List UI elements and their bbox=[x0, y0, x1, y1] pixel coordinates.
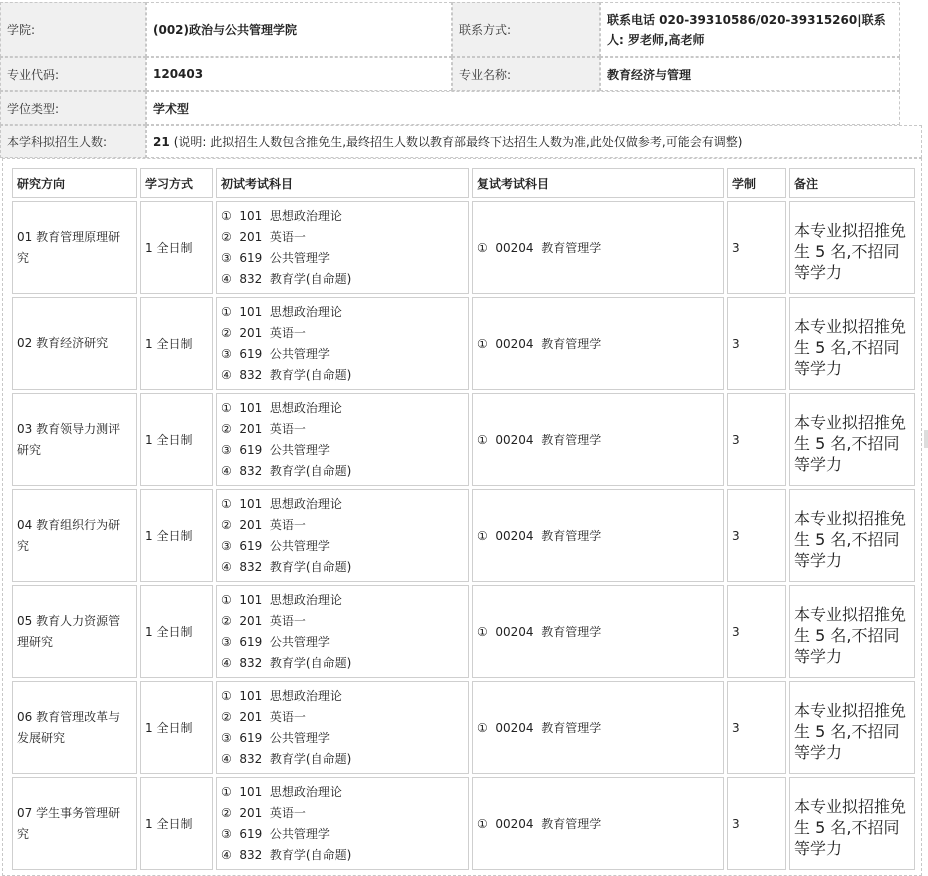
exam-subject: ④ 832 教育学(自命题) bbox=[221, 751, 352, 766]
contact-value: 联系电话 020-39310586/020-39315260|联系人: 罗老师,高老师 bbox=[600, 2, 900, 57]
direction-cell bbox=[12, 297, 137, 390]
exam-subject: ① 101 思想政治理论 bbox=[221, 400, 342, 415]
direction-cell bbox=[12, 681, 137, 774]
direction-cell bbox=[12, 777, 137, 870]
exam-subject: ② 201 英语一 bbox=[221, 613, 306, 628]
college-label: 学院: bbox=[0, 2, 146, 57]
direction-cell bbox=[12, 393, 137, 486]
quota-value-cell bbox=[146, 125, 922, 158]
retest-exam-cell: ① 00204 教育管理学 bbox=[472, 297, 724, 390]
retest-exam-cell: ① 00204 教育管理学 bbox=[472, 777, 724, 870]
exam-subject: ① 101 思想政治理论 bbox=[221, 496, 342, 511]
years-cell: 3 bbox=[727, 777, 786, 870]
direction-text: 03 教育领导力测评研究 bbox=[17, 421, 121, 457]
exam-subject: ① 101 思想政治理论 bbox=[221, 784, 342, 799]
header-study-mode: 学习方式 bbox=[140, 168, 213, 198]
direction-text: 05 教育人力资源管理研究 bbox=[17, 613, 121, 649]
exam-subject: ① 101 思想政治理论 bbox=[221, 208, 342, 223]
header-direction: 研究方向 bbox=[12, 168, 137, 198]
years-cell: 3 bbox=[727, 201, 786, 294]
exam-subject: ③ 619 公共管理学 bbox=[221, 442, 330, 457]
study-mode-cell: 1 全日制 bbox=[140, 489, 213, 582]
major-code-label: 专业代码: bbox=[0, 57, 146, 91]
initial-exam-cell bbox=[216, 297, 469, 390]
exam-subject: ③ 619 公共管理学 bbox=[221, 538, 330, 553]
exam-subject: ④ 832 教育学(自命题) bbox=[221, 463, 352, 478]
quota-label: 本学科拟招生人数: bbox=[0, 125, 146, 158]
header-initial-exam: 初试考试科目 bbox=[216, 168, 469, 198]
table-row bbox=[12, 201, 915, 294]
exam-subject: ③ 619 公共管理学 bbox=[221, 346, 330, 361]
initial-exam-cell bbox=[216, 393, 469, 486]
years-cell: 3 bbox=[727, 393, 786, 486]
study-mode-cell: 1 全日制 bbox=[140, 201, 213, 294]
header-retest-exam: 复试考试科目 bbox=[472, 168, 724, 198]
exam-subject: ② 201 英语一 bbox=[221, 709, 306, 724]
retest-exam-cell: ① 00204 教育管理学 bbox=[472, 585, 724, 678]
college-value: (002)政治与公共管理学院 bbox=[146, 2, 452, 57]
years-cell: 3 bbox=[727, 489, 786, 582]
exam-subject: ① 101 思想政治理论 bbox=[221, 688, 342, 703]
degree-type-label: 学位类型: bbox=[0, 91, 146, 125]
directions-table-container bbox=[2, 158, 922, 876]
directions-table bbox=[9, 165, 918, 873]
initial-exam-cell bbox=[216, 489, 469, 582]
exam-subject: ② 201 英语一 bbox=[221, 805, 306, 820]
study-mode-cell: 1 全日制 bbox=[140, 777, 213, 870]
exam-subject: ② 201 英语一 bbox=[221, 325, 306, 340]
remark-cell: 本专业拟招推免生 5 名,不招同等学力 bbox=[789, 201, 915, 294]
exam-subject: ① 101 思想政治理论 bbox=[221, 304, 342, 319]
remark-cell: 本专业拟招推免生 5 名,不招同等学力 bbox=[789, 585, 915, 678]
exam-subject: ④ 832 教育学(自命题) bbox=[221, 271, 352, 286]
years-cell: 3 bbox=[727, 297, 786, 390]
direction-text: 04 教育组织行为研究 bbox=[17, 517, 121, 553]
direction-text: 07 学生事务管理研究 bbox=[17, 805, 121, 841]
major-code-value: 120403 bbox=[146, 57, 452, 91]
years-cell: 3 bbox=[727, 681, 786, 774]
remark-cell: 本专业拟招推免生 5 名,不招同等学力 bbox=[789, 489, 915, 582]
quota-value: 21 bbox=[153, 134, 170, 149]
quota-note: (说明: 此拟招生人数包含推免生,最终招生人数以教育部最终下达招生人数为准,此处仅做参考,可能会有调整) bbox=[173, 135, 743, 149]
exam-subject: ④ 832 教育学(自命题) bbox=[221, 847, 352, 862]
exam-subject: ③ 619 公共管理学 bbox=[221, 826, 330, 841]
direction-cell bbox=[12, 489, 137, 582]
study-mode-cell: 1 全日制 bbox=[140, 585, 213, 678]
remark-cell: 本专业拟招推免生 5 名,不招同等学力 bbox=[789, 681, 915, 774]
contact-label: 联系方式: bbox=[452, 2, 600, 57]
years-cell: 3 bbox=[727, 585, 786, 678]
remark-cell: 本专业拟招推免生 5 名,不招同等学力 bbox=[789, 297, 915, 390]
direction-text: 06 教育管理改革与发展研究 bbox=[17, 709, 121, 745]
table-row bbox=[12, 393, 915, 486]
header-remark: 备注 bbox=[789, 168, 915, 198]
remark-cell: 本专业拟招推免生 5 名,不招同等学力 bbox=[789, 777, 915, 870]
exam-subject: ③ 619 公共管理学 bbox=[221, 250, 330, 265]
study-mode-cell: 1 全日制 bbox=[140, 681, 213, 774]
scrollbar-thumb[interactable] bbox=[924, 430, 928, 448]
study-mode-cell: 1 全日制 bbox=[140, 297, 213, 390]
study-mode-cell: 1 全日制 bbox=[140, 393, 213, 486]
direction-text: 01 教育管理原理研究 bbox=[17, 229, 121, 265]
initial-exam-cell bbox=[216, 777, 469, 870]
exam-subject: ④ 832 教育学(自命题) bbox=[221, 367, 352, 382]
exam-subject: ② 201 英语一 bbox=[221, 229, 306, 244]
retest-exam-cell: ① 00204 教育管理学 bbox=[472, 201, 724, 294]
retest-exam-cell: ① 00204 教育管理学 bbox=[472, 681, 724, 774]
exam-subject: ④ 832 教育学(自命题) bbox=[221, 559, 352, 574]
exam-subject: ④ 832 教育学(自命题) bbox=[221, 655, 352, 670]
major-name-value: 教育经济与管理 bbox=[600, 57, 900, 91]
exam-subject: ③ 619 公共管理学 bbox=[221, 730, 330, 745]
initial-exam-cell bbox=[216, 201, 469, 294]
degree-type-value: 学术型 bbox=[146, 91, 900, 125]
initial-exam-cell bbox=[216, 585, 469, 678]
exam-subject: ② 201 英语一 bbox=[221, 517, 306, 532]
table-row bbox=[12, 297, 915, 390]
retest-exam-cell: ① 00204 教育管理学 bbox=[472, 489, 724, 582]
direction-text: 02 教育经济研究 bbox=[17, 336, 109, 350]
major-name-label: 专业名称: bbox=[452, 57, 600, 91]
header-years: 学制 bbox=[727, 168, 786, 198]
table-row bbox=[12, 681, 915, 774]
table-row bbox=[12, 489, 915, 582]
exam-subject: ① 101 思想政治理论 bbox=[221, 592, 342, 607]
table-row bbox=[12, 585, 915, 678]
remark-cell: 本专业拟招推免生 5 名,不招同等学力 bbox=[789, 393, 915, 486]
retest-exam-cell: ① 00204 教育管理学 bbox=[472, 393, 724, 486]
initial-exam-cell bbox=[216, 681, 469, 774]
direction-cell bbox=[12, 585, 137, 678]
table-header-row bbox=[12, 168, 915, 198]
exam-subject: ② 201 英语一 bbox=[221, 421, 306, 436]
table-row bbox=[12, 777, 915, 870]
exam-subject: ③ 619 公共管理学 bbox=[221, 634, 330, 649]
direction-cell bbox=[12, 201, 137, 294]
